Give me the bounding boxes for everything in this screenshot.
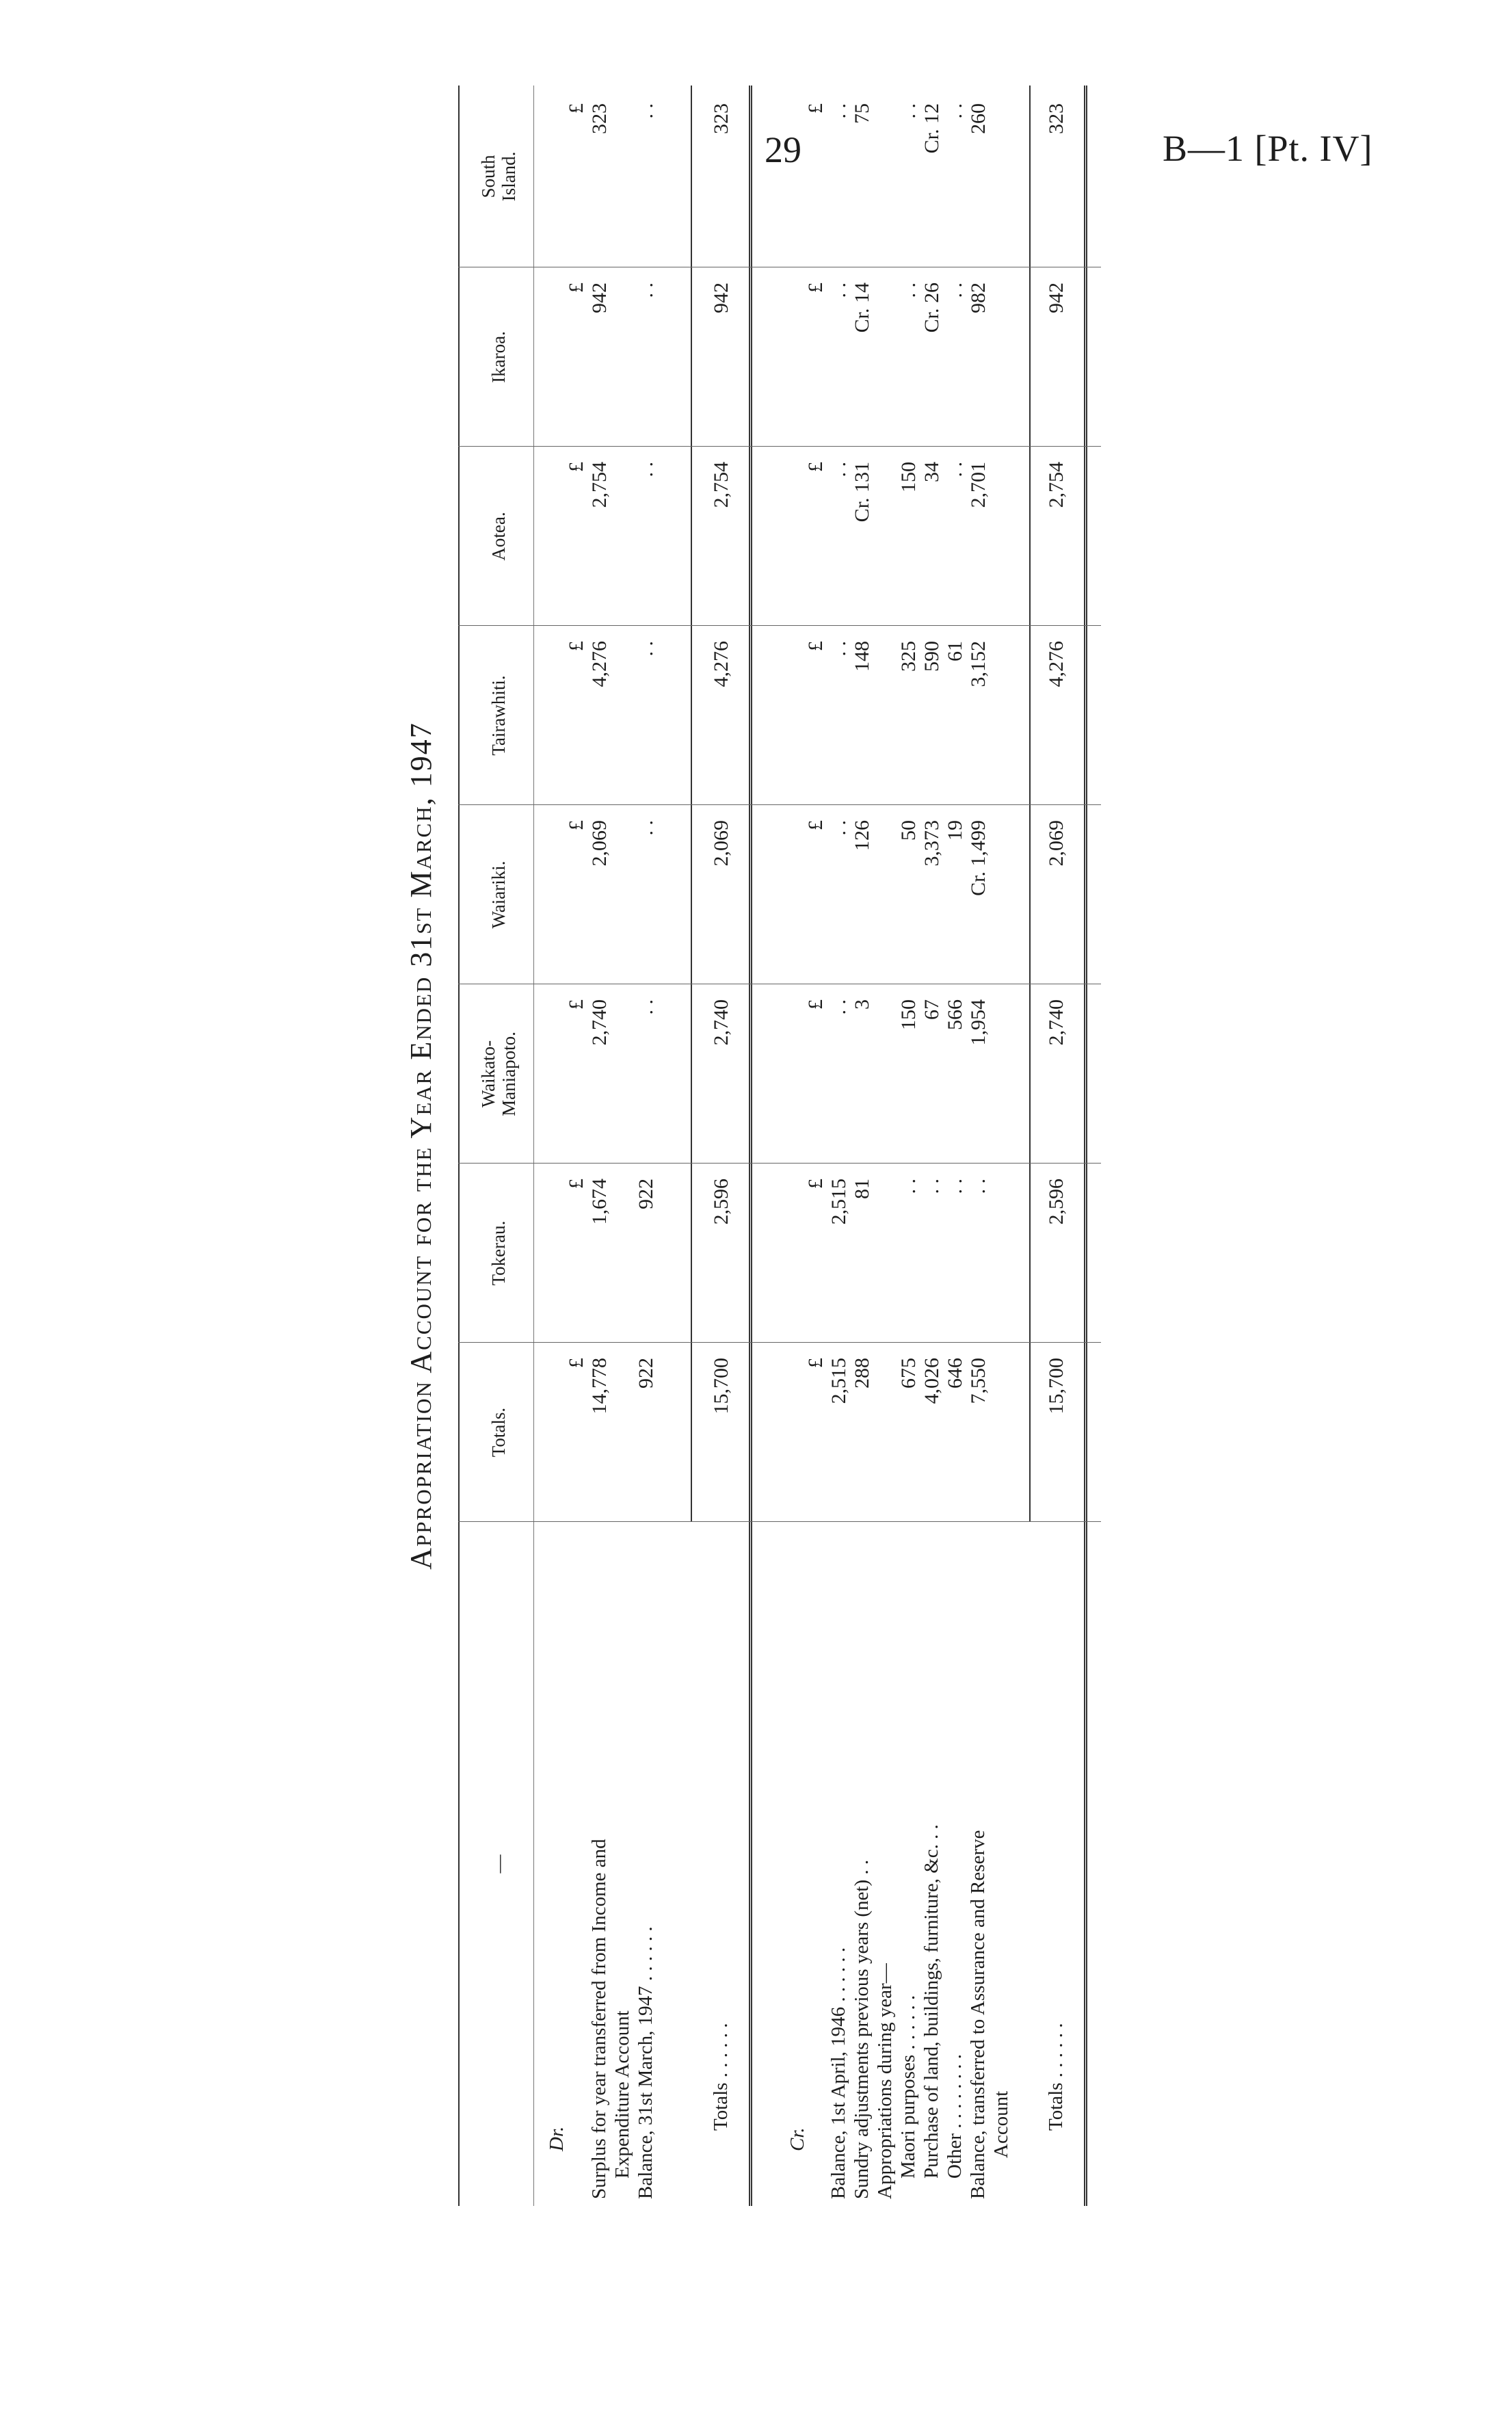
currency-symbol: £ [565,1358,587,1368]
cr-total-cell: 942 [1045,282,1067,313]
cr-cell: . . [827,103,850,119]
cr-row-label: Balance, transferred to Assurance and Reserve [967,1830,989,2199]
cr-cell: 2,515 [827,1358,850,1404]
dr-cell: 922 [635,1358,657,1389]
cr-cell: 34 [920,462,943,482]
dr-total-cell: 2,754 [710,462,732,508]
column-divider [458,804,1101,805]
cr-total-cell: 4,276 [1045,641,1067,687]
dr-cell: 2,740 [588,999,611,1046]
cr-cell: 2,515 [827,1179,850,1225]
column-divider [458,1163,1101,1164]
cr-total-cell: 2,069 [1045,820,1067,867]
dr-heading: Dr. [546,2126,568,2151]
dr-cell: 323 [588,103,611,134]
cr-cell: 675 [897,1358,920,1389]
cr-total-cell: 2,596 [1045,1179,1067,1225]
dr-total-rule [749,86,752,2206]
appropriation-table [458,86,1101,2206]
dr-totals-label: Totals . . . . . . [710,2023,732,2131]
cr-cell: 1,954 [967,999,990,1046]
cr-cell: 67 [920,999,943,1020]
column-divider [458,1342,1101,1343]
dr-cell: 922 [635,1179,657,1209]
dr-cell: . . [635,641,657,657]
dr-cell: 4,276 [588,641,611,687]
document-reference: B—1 [Pt. IV] [1163,128,1373,169]
dr-total-cell: 4,276 [710,641,732,687]
cr-row-label: Appropriations during year— [874,1963,896,2199]
cr-total-rule [1084,86,1087,2206]
header-label-column: — [488,1854,509,1874]
cr-cell: . . [897,1179,920,1194]
dr-total-cell: 2,069 [710,820,732,867]
header-totals: Totals. [488,1407,509,1458]
cr-cell: 19 [944,820,966,841]
cr-cell: . . [944,103,966,119]
column-divider [458,1521,1101,1522]
cr-total-cell: 15,700 [1045,1358,1067,1415]
currency-symbol: £ [804,1179,827,1189]
dr-total-cell: 15,700 [710,1358,732,1415]
header-rule [533,86,534,2206]
dr-cell: . . [635,282,657,298]
cr-cell: Cr. 12 [920,103,943,154]
cr-subtotal-rule [1029,86,1031,1522]
page-number: 29 [765,129,801,170]
cr-cell: . . [944,462,966,477]
cr-total-cell: 2,754 [1045,462,1067,508]
cr-cell: 325 [897,641,920,672]
cr-cell: 7,550 [967,1358,990,1404]
header-tairawhiti: Tairawhiti. [488,675,509,756]
cr-cell: 590 [920,641,943,672]
cr-cell: 566 [944,999,966,1030]
cr-row-label: Sundry adjustments previous years (net) . . [851,1859,873,2199]
dr-total-cell: 323 [710,103,732,134]
cr-cell: . . [897,282,920,298]
cr-cell: 3,373 [920,820,943,867]
cr-heading: Cr. [786,2127,808,2151]
cr-cell: 150 [897,999,920,1030]
currency-symbol: £ [804,103,827,114]
cr-cell: 3,152 [967,641,990,687]
dr-cell: 1,674 [588,1179,611,1225]
cr-cell: . . [944,282,966,298]
header-south-island: South Island. [478,151,519,202]
currency-symbol: £ [565,820,587,830]
header-waikato-maniapoto: Waikato- Maniapoto. [478,1031,519,1116]
cr-cell: 260 [967,103,990,134]
cr-cell: . . [827,641,850,657]
dr-cell: 2,069 [588,820,611,867]
table-title: Appropriation Account for the Year Ended 31st March, 1947 [404,722,438,1570]
cr-row-label: Balance, 1st April, 1946 . . . . . . [827,1947,849,2199]
cr-cell: 61 [944,641,966,661]
currency-symbol: £ [565,999,587,1010]
cr-cell: 50 [897,820,920,841]
rotated-table-region [403,86,1101,2206]
cr-total-cell: 323 [1045,103,1067,134]
cr-cell: . . [920,1179,943,1194]
cr-row-label: Maori purposes . . . . . . [897,1995,919,2179]
cr-cell: 150 [897,462,920,492]
cr-cell: Cr. 14 [851,282,873,333]
dr-cell: . . [635,820,657,836]
dr-subtotal-rule [691,86,692,1522]
dr-cell: . . [635,103,657,119]
cr-cell: . . [827,462,850,477]
header-ikaroa: Ikaroa. [488,331,509,383]
header-tokerau: Tokerau. [488,1220,509,1286]
cr-row-label: Other . . . . . . . . [944,2053,966,2179]
cr-cell: 2,701 [967,462,990,508]
cr-totals-label: Totals . . . . . . [1045,2023,1067,2131]
dr-row-label: Balance, 31st March, 1947 . . . . . . [635,1926,656,2199]
cr-cell: . . [944,1179,966,1194]
currency-symbol: £ [565,103,587,114]
cr-row-label: Account [990,2090,1012,2158]
cr-cell: 75 [851,103,873,124]
currency-symbol: £ [804,999,827,1010]
cr-cell: Cr. 131 [851,462,873,523]
cr-cell: 4,026 [920,1358,943,1404]
currency-symbol: £ [804,820,827,830]
cr-cell: 81 [851,1179,873,1199]
dr-cell: 14,778 [588,1358,611,1415]
dr-cell: . . [635,462,657,477]
cr-cell: 646 [944,1358,966,1389]
dr-row-label: Surplus for year transferred from Income and [588,1839,610,2199]
dr-cell: 942 [588,282,611,313]
column-divider [458,446,1101,447]
cr-row-label: Purchase of land, buildings, furniture, &c. . . [920,1824,942,2179]
dr-row-label: Expenditure Account [611,2010,633,2179]
cr-cell: 982 [967,282,990,313]
currency-symbol: £ [565,641,587,651]
dr-cell: . . [635,999,657,1015]
cr-cell: . . [827,282,850,298]
cr-cell: . . [827,820,850,836]
cr-total-cell: 2,740 [1045,999,1067,1046]
cr-cell: Cr. 26 [920,282,943,333]
currency-symbol: £ [804,282,827,293]
cr-cell: Cr. 1,499 [967,820,990,896]
currency-symbol: £ [565,1179,587,1189]
cr-cell: . . [967,1179,990,1194]
dr-total-cell: 2,596 [710,1179,732,1225]
currency-symbol: £ [804,1358,827,1368]
currency-symbol: £ [804,462,827,472]
cr-cell: 148 [851,641,873,672]
header-aotea: Aotea. [488,512,509,561]
cr-cell: 288 [851,1358,873,1389]
cr-cell: . . [827,999,850,1015]
currency-symbol: £ [565,282,587,293]
header-waiariki: Waiariki. [488,860,509,929]
table-top-rule [458,86,460,2206]
column-divider [458,625,1101,626]
dr-total-cell: 2,740 [710,999,732,1046]
cr-cell: 3 [851,999,873,1010]
currency-symbol: £ [565,462,587,472]
dr-cell: 2,754 [588,462,611,508]
dr-total-cell: 942 [710,282,732,313]
cr-cell: . . [897,103,920,119]
cr-cell: 126 [851,820,873,851]
currency-symbol: £ [804,641,827,651]
